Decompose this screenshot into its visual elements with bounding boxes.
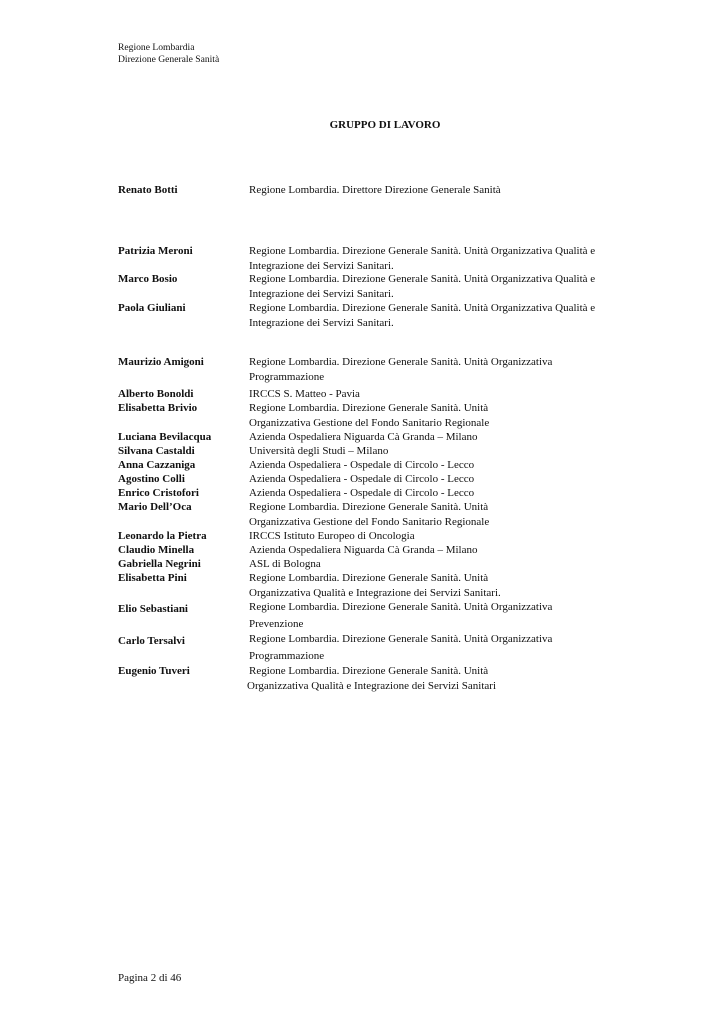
affiliation-line: Regione Lombardia. Direzione Generale Sanità. Unità Organizzativa [249, 601, 553, 613]
member-name: Elio Sebastiani [118, 603, 188, 615]
member-affiliation [249, 632, 649, 664]
page-header [118, 42, 219, 65]
member-affiliation [249, 401, 649, 431]
member-affiliation [249, 355, 649, 385]
member-name: Mario Dell’Oca [118, 501, 192, 513]
member-name: Anna Cazzaniga [118, 459, 196, 471]
member-name: Luciana Bevilacqua [118, 431, 212, 443]
affiliation-line: Integrazione dei Servizi Sanitari. [249, 260, 394, 272]
member-name: Maurizio Amigoni [118, 356, 204, 368]
affiliation-line: ASL di Bologna [249, 558, 321, 570]
affiliation-line: Regione Lombardia. Direzione Generale Sanità. Unità Organizzativa Qualità e [249, 245, 596, 257]
member-affiliation [249, 458, 649, 473]
member-name: Claudio Minella [118, 544, 195, 556]
member-name: Marco Bosio [118, 273, 178, 285]
page-title: GRUPPO DI LAVORO [329, 119, 441, 131]
member-name: Leonardo la Pietra [118, 530, 207, 542]
member-affiliation [249, 472, 649, 487]
member-affiliation [249, 387, 649, 402]
member-affiliation [249, 600, 649, 632]
member-name: Gabriella Negrini [118, 558, 201, 570]
affiliation-line: IRCCS S. Matteo - Pavia [249, 388, 360, 400]
member-affiliation [249, 444, 649, 459]
page-number: Pagina 2 di 46 [118, 972, 182, 984]
member-name: Alberto Bonoldi [118, 388, 194, 400]
affiliation-line: Integrazione dei Servizi Sanitari. [249, 317, 394, 329]
affiliation-line: Regione Lombardia. Direzione Generale Sanità. Unità [249, 402, 489, 414]
member-affiliation [249, 301, 649, 331]
affiliation-line: Regione Lombardia. Direzione Generale Sanità. Unità [249, 572, 489, 584]
affiliation-line: Azienda Ospedaliera Niguarda Cà Granda – Milano [249, 431, 478, 443]
member-affiliation [249, 500, 649, 530]
affiliation-line: Integrazione dei Servizi Sanitari. [249, 288, 394, 300]
affiliation-line: Azienda Ospedaliera - Ospedale di Circolo - Lecco [249, 459, 475, 471]
member-name: Elisabetta Pini [118, 572, 187, 584]
member-affiliation [249, 543, 649, 558]
affiliation-line: IRCCS Istituto Europeo di Oncologia [249, 530, 415, 542]
affiliation-line: Regione Lombardia. Direzione Generale Sanità. Unità Organizzativa [249, 356, 553, 368]
affiliation-line: Azienda Ospedaliera Niguarda Cà Granda – Milano [249, 544, 478, 556]
affiliation-line: Organizzativa Gestione del Fondo Sanitario Regionale [249, 516, 490, 528]
member-name: Renato Botti [118, 184, 178, 196]
member-name: Silvana Castaldi [118, 445, 195, 457]
header-region: Regione Lombardia [118, 42, 195, 53]
member-affiliation [249, 430, 649, 445]
header-direction: Direzione Generale Sanità [118, 53, 220, 65]
member-affiliation [249, 272, 649, 302]
affiliation-line: Regione Lombardia. Direzione Generale Sanità. Unità [249, 665, 489, 677]
member-affiliation [249, 557, 649, 572]
affiliation-line: Organizzativa Gestione del Fondo Sanitario Regionale [249, 417, 490, 429]
member-affiliation [249, 486, 649, 501]
member-affiliation [249, 529, 649, 544]
member-name: Carlo Tersalvi [118, 635, 185, 647]
affiliation-line: Organizzativa Qualità e Integrazione dei Servizi Sanitari. [249, 587, 501, 599]
member-name: Paola Giuliani [118, 302, 186, 314]
affiliation-line: Regione Lombardia. Direzione Generale Sanità. Unità Organizzativa Qualità e [249, 302, 596, 314]
affiliation-line: Regione Lombardia. Direzione Generale Sanità. Unità Organizzativa Qualità e [249, 273, 596, 285]
member-affiliation [249, 183, 649, 198]
member-affiliation [249, 244, 649, 274]
member-name: Agostino Colli [118, 473, 185, 485]
affiliation-line: Regione Lombardia. Direzione Generale Sanità. Unità Organizzativa [249, 633, 553, 645]
affiliation-line: Prevenzione [249, 618, 304, 630]
member-name: Enrico Cristofori [118, 487, 199, 499]
affiliation-line: Azienda Ospedaliera - Ospedale di Circolo - Lecco [249, 473, 475, 485]
affiliation-line: Università degli Studi – Milano [249, 445, 389, 457]
affiliation-line: Regione Lombardia. Direttore Direzione Generale Sanità [249, 184, 501, 196]
member-name: Patrizia Meroni [118, 245, 193, 257]
member-name: Eugenio Tuveri [118, 665, 190, 677]
affiliation-line: Programmazione [249, 650, 325, 662]
affiliation-line: Regione Lombardia. Direzione Generale Sanità. Unità [249, 501, 489, 513]
affiliation-line: Azienda Ospedaliera - Ospedale di Circolo - Lecco [249, 487, 475, 499]
member-affiliation [249, 571, 649, 601]
affiliation-line: Organizzativa Qualità e Integrazione dei Servizi Sanitari [247, 680, 497, 692]
affiliation-line: Programmazione [249, 371, 325, 383]
member-affiliation [249, 664, 649, 694]
member-name: Elisabetta Brivio [118, 402, 198, 414]
